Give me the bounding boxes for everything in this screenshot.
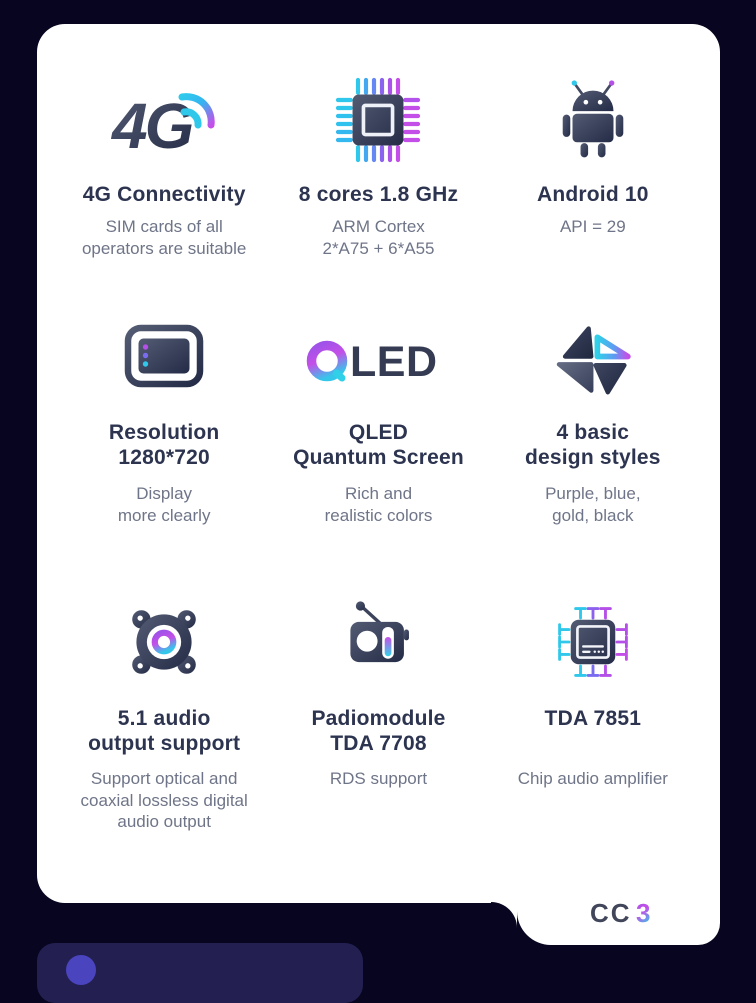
4g-icon-text: 4G <box>112 90 192 162</box>
feature-cell-audio-output <box>57 584 271 833</box>
android-robot-icon <box>486 64 700 176</box>
feature-cell-resolution <box>57 308 271 526</box>
feature-title-line: Quantum Screen <box>293 446 464 469</box>
feature-subtitle-line: operators are suitable <box>81 238 247 258</box>
speaker-icon <box>57 584 271 700</box>
feature-row-1 <box>37 64 720 259</box>
feature-subtitle-line: SIM cards of all <box>105 217 223 236</box>
feature-title-line: 8 cores 1.8 GHz <box>298 183 459 206</box>
feature-subtitle-line: coaxial lossless digital <box>80 790 248 810</box>
design-styles-icon <box>486 308 700 412</box>
feature-subtitle <box>518 768 668 790</box>
qled-logo <box>271 308 485 412</box>
feature-title <box>109 420 220 470</box>
feature-subtitle <box>545 483 640 526</box>
feature-cell-qled <box>271 308 485 526</box>
display-screen-icon <box>57 308 271 412</box>
cc3-brand-logo <box>588 897 684 929</box>
feature-cell-radiomodule <box>271 584 485 833</box>
feature-title-line: TDA 7851 <box>544 707 642 730</box>
feature-title <box>525 420 661 470</box>
feature-subtitle-line: more clearly <box>117 505 211 525</box>
feature-subtitle-line: ARM Cortex <box>332 217 425 236</box>
feature-title-line: Android 10 <box>536 183 649 206</box>
radio-icon <box>271 584 485 700</box>
feature-title-line: Resolution <box>108 421 220 444</box>
feature-subtitle <box>560 216 626 238</box>
feature-subtitle-line: Purple, blue, <box>545 484 641 503</box>
feature-cell-4g-connectivity <box>57 64 271 259</box>
feature-subtitle <box>330 768 427 790</box>
feature-subtitle-line: Chip audio amplifier <box>517 769 668 788</box>
qled-led-text: LED <box>350 338 438 385</box>
feature-subtitle-line: realistic colors <box>324 505 433 525</box>
feature-title <box>299 182 458 207</box>
cpu-chip-icon <box>271 64 485 176</box>
feature-title-line: 4G Connectivity <box>82 183 246 206</box>
next-section-card <box>37 943 363 1003</box>
feature-subtitle <box>322 216 434 259</box>
feature-subtitle <box>325 483 433 526</box>
feature-cell-android <box>486 64 700 259</box>
feature-subtitle <box>82 216 246 259</box>
feature-title <box>311 706 445 756</box>
feature-subtitle-line: Rich and <box>344 484 413 503</box>
feature-subtitle-line: Display <box>136 484 193 503</box>
feature-subtitle-line: audio output <box>117 812 211 831</box>
4g-signal-icon <box>57 64 271 176</box>
feature-row-2 <box>37 308 720 526</box>
feature-title <box>293 420 464 470</box>
feature-title <box>88 706 240 756</box>
feature-title <box>537 182 649 207</box>
feature-subtitle-line: Support optical and <box>90 769 238 788</box>
feature-subtitle-line: 2*A75 + 6*A55 <box>322 238 435 258</box>
feature-title-line: Padiomodule <box>311 707 446 730</box>
cc3-logo-cc: CC <box>590 898 632 928</box>
feature-subtitle-line: API = 29 <box>559 217 626 236</box>
decorative-circle <box>66 955 96 985</box>
feature-subtitle-line: gold, black <box>552 505 634 525</box>
feature-title <box>545 706 642 756</box>
feature-subtitle <box>81 768 248 833</box>
feature-title-line: 4 basic <box>556 421 630 444</box>
feature-cell-amplifier <box>486 584 700 833</box>
feature-cell-design-styles <box>486 308 700 526</box>
feature-title-line: design styles <box>524 446 661 469</box>
feature-title <box>83 182 246 207</box>
feature-subtitle-line: RDS support <box>329 769 428 788</box>
feature-title-line: TDA 7708 <box>330 732 427 755</box>
feature-title-line: 1280*720 <box>118 446 210 469</box>
amplifier-chip-icon <box>486 584 700 700</box>
feature-title-line: output support <box>88 732 241 755</box>
cc3-logo-three: 3 <box>636 898 651 928</box>
feature-title-line: QLED <box>348 421 409 444</box>
feature-row-3 <box>37 584 720 833</box>
feature-cell-cpu <box>271 64 485 259</box>
feature-title-line: 5.1 audio <box>117 707 211 730</box>
feature-subtitle <box>118 483 211 526</box>
